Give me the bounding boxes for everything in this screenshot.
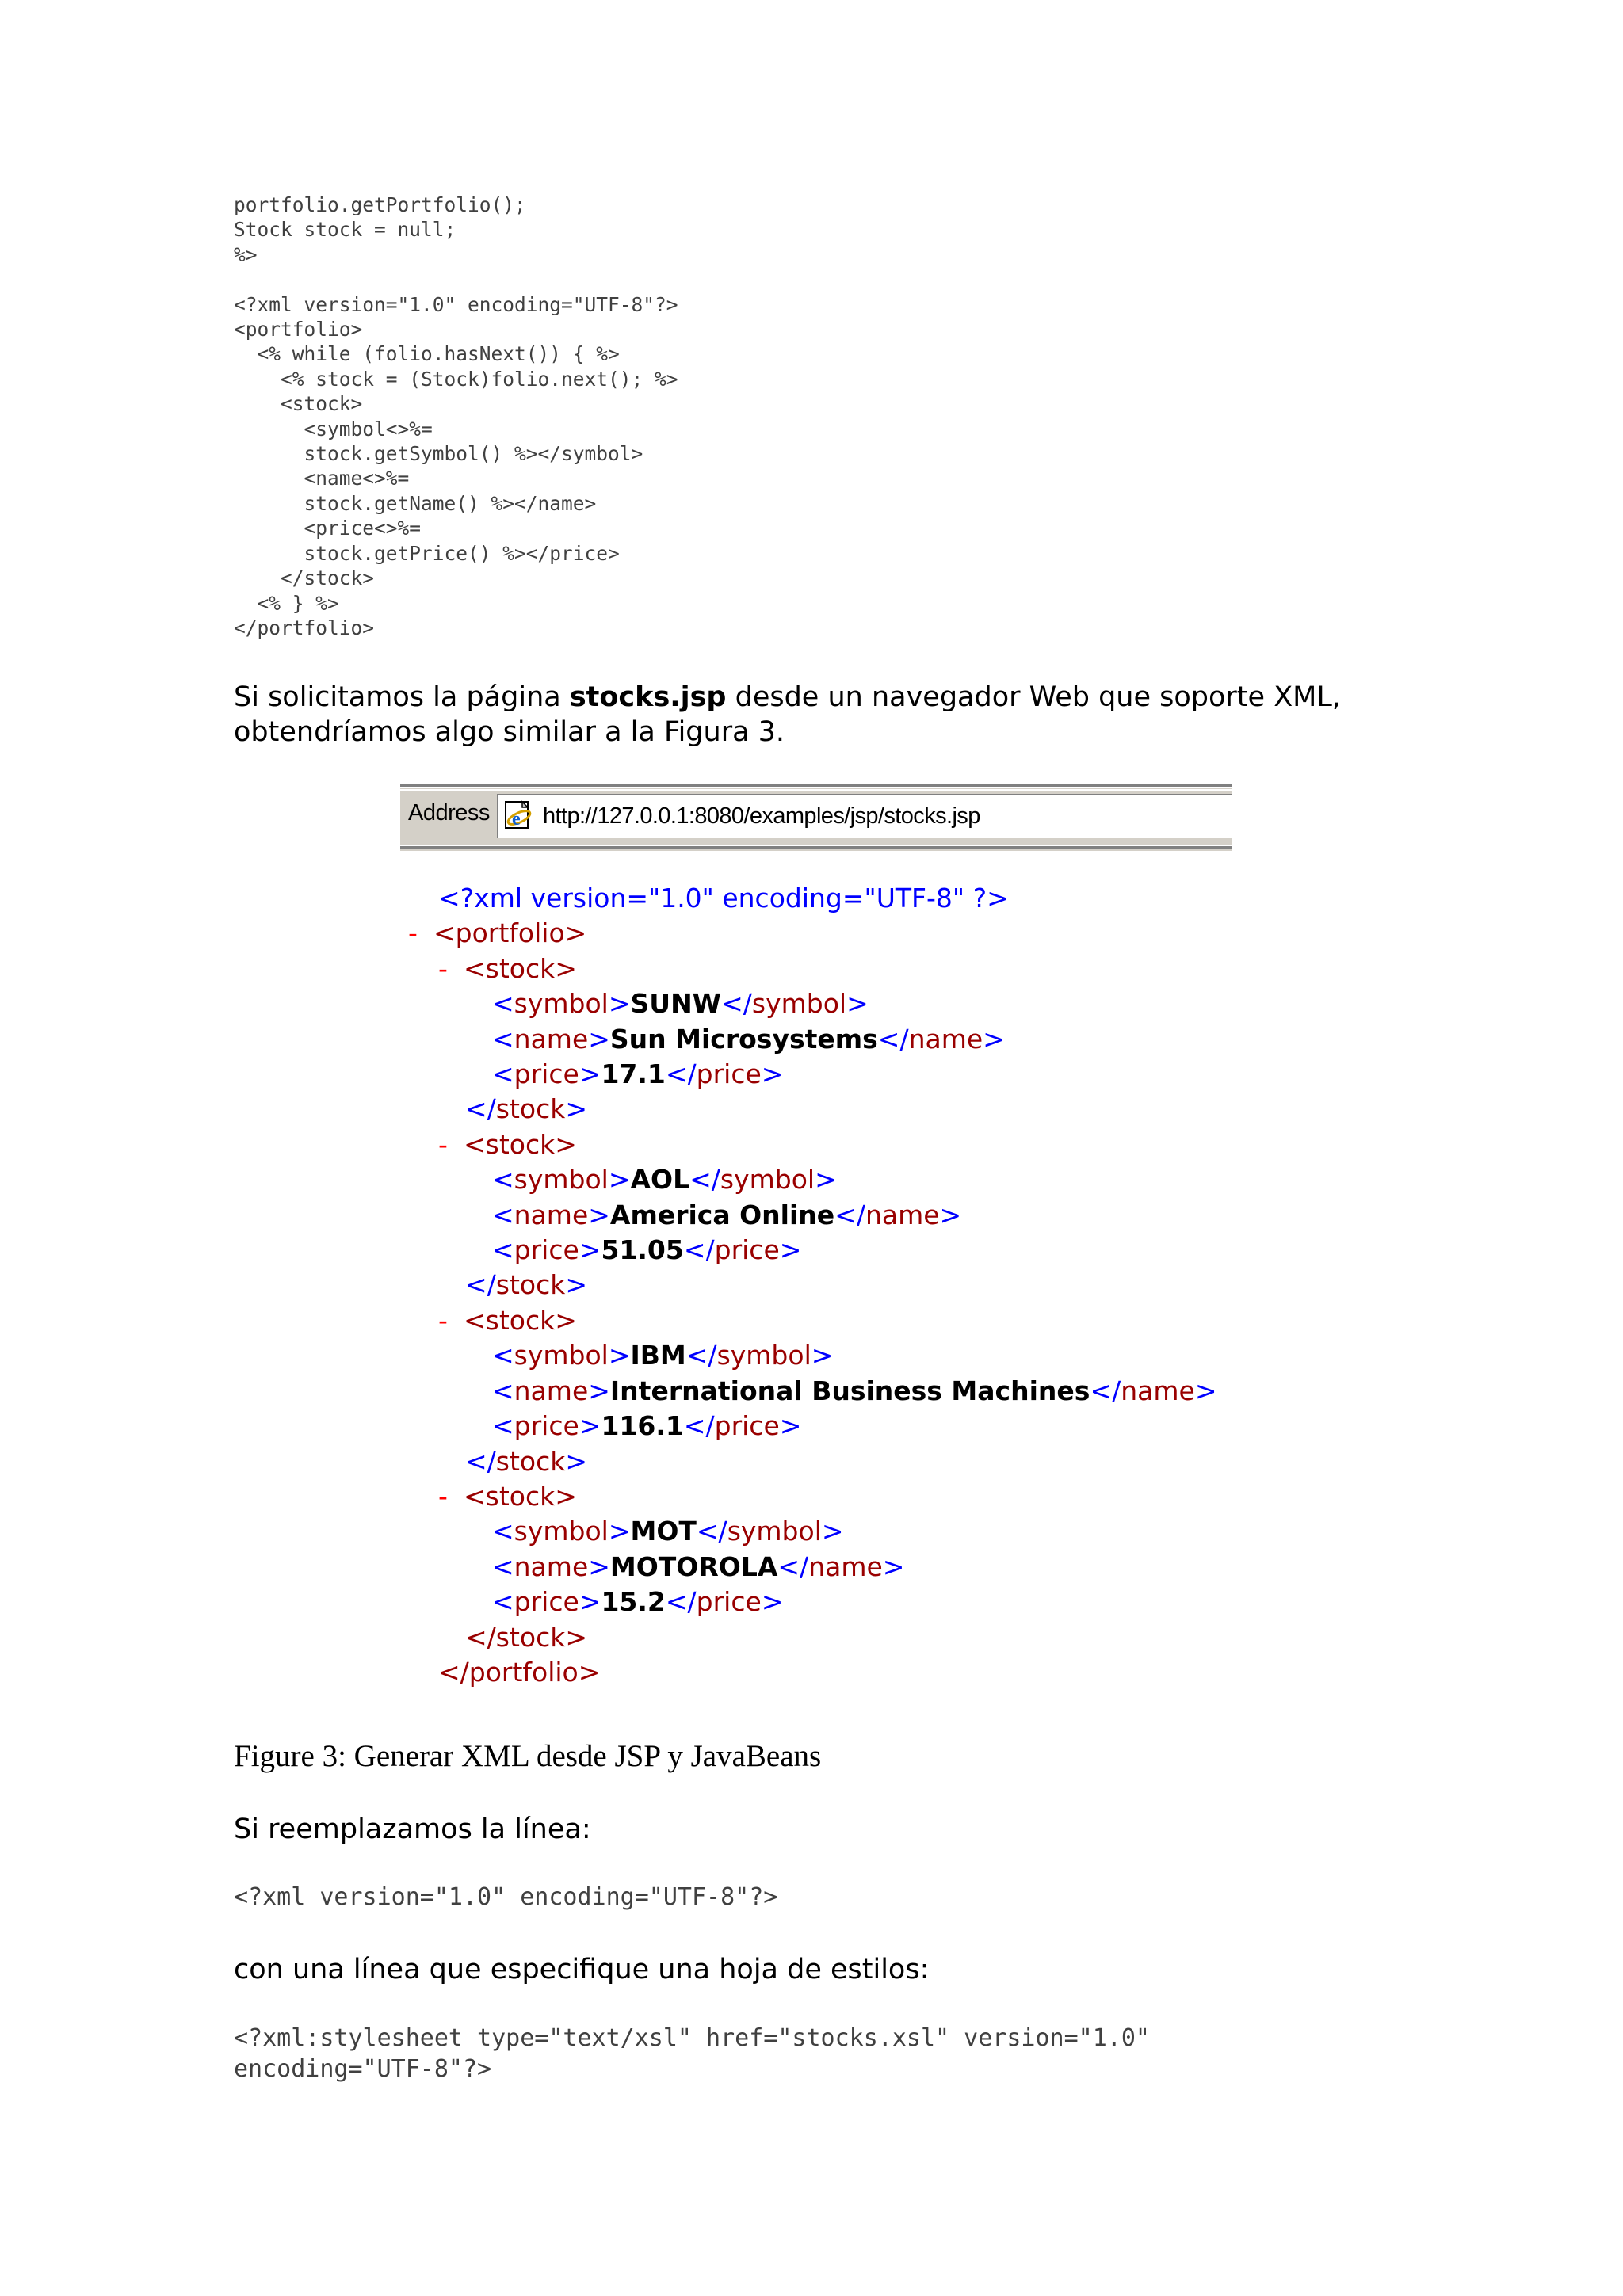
xml-element-price: <price>51.05</price> [492,1234,802,1266]
tag-name: name [514,1550,589,1582]
collapse-toggle[interactable]: - [438,1128,448,1160]
code-line: <?xml:stylesheet type="text/xsl" href="stocks.xsl" version="1.0" [234,2024,1150,2052]
code-line: stock.getPrice() %></price> [234,541,620,565]
browser-address-bar [400,784,1232,851]
xml-element-price: <price>17.1</price> [492,1058,784,1090]
tag-name: price [514,1586,579,1618]
intro-paragraph [234,680,1341,749]
code-line [234,267,678,292]
code-line: stock.getSymbol() %></symbol> [234,442,643,466]
tag-name: symbol [514,988,609,1020]
code-line: </portfolio> [234,616,375,639]
code-line: <?xml version="1.0" encoding="UTF-8"?> [234,1883,778,1911]
paragraph-stylesheet [234,1952,929,1987]
tag-open-stock: <stock> [464,952,577,984]
code-line: </stock> [234,566,375,590]
tag-name: symbol [514,1516,609,1547]
price-value: 51.05 [601,1234,684,1266]
symbol-value: MOT [630,1516,697,1547]
code-line: Stock stock = null; [234,218,456,242]
xml-node-stock [408,952,1216,986]
xml-element-name: <name>MOTOROLA</name> [492,1550,905,1582]
code-line: <portfolio> [234,318,363,341]
xml-element-symbol: <symbol>IBM</symbol> [492,1340,834,1371]
paragraph-text: desde un navegador Web que soporte XML, [726,681,1341,713]
paragraph-line: Si reemplazamos la línea: [234,1814,591,1845]
price-value: 116.1 [601,1410,684,1442]
xml-close-portfolio [408,1655,1216,1690]
toolbar-rule [400,788,1232,789]
svg-text:e: e [512,809,521,830]
name-value: MOTOROLA [609,1550,778,1582]
xml-close-stock: </stock> [465,1269,588,1301]
address-label: Address [408,800,490,826]
tag-name: price [514,1234,579,1266]
paragraph-text: Si solicitamos la página [234,681,570,713]
tag-close-portfolio: </portfolio> [438,1656,601,1688]
collapse-toggle[interactable]: - [408,917,418,949]
symbol-value: AOL [630,1164,690,1196]
tag-open-portfolio: <portfolio> [433,917,587,949]
tag-close-stock: </stock> [465,1621,587,1653]
address-input[interactable] [497,794,1232,838]
tag-name: name [514,1199,589,1230]
xml-declaration [408,881,1216,916]
xml-tree-view [408,881,1216,1690]
tag-name: name [808,1550,883,1582]
paragraph-line: con una línea que especifique una hoja de estilos: [234,1954,930,1985]
tag-name: name [1121,1375,1195,1406]
tag-name: name [908,1023,983,1055]
symbol-value: SUNW [630,988,722,1020]
xml-close-stock: </stock> [465,1093,588,1125]
code-line: <stock> [234,392,363,416]
tag-name: symbol [514,1164,609,1196]
toolbar-rule [400,849,1232,851]
paragraph-line: obtendríamos algo similar a la Figura 3. [234,716,785,748]
tag-name: symbol [720,1164,815,1196]
stylesheet-code [234,2023,1150,2084]
figure-caption: Figure 3: Generar XML desde JSP y JavaBeans [234,1739,822,1773]
xml-node-stock [408,1303,1216,1338]
code-line: %> [234,242,258,266]
tag-name: symbol [751,988,847,1020]
xml-element-name: <name>America Online</name> [492,1199,962,1230]
xml-element-price: <price>15.2</price> [492,1586,784,1618]
xml-element-symbol: <symbol>AOL</symbol> [492,1164,837,1196]
xml-node-stock [408,1127,1216,1162]
xml-element-symbol: <symbol>MOT</symbol> [492,1516,844,1547]
tag-name: name [514,1375,589,1406]
code-line: <% stock = (Stock)folio.next(); %> [234,367,678,391]
toolbar-rule [400,846,1232,849]
tag-open-stock: <stock> [464,1304,577,1336]
filename-bold: stocks.jsp [569,681,727,713]
ie-page-icon [503,800,535,830]
xml-declaration-text: <?xml version="1.0" encoding="UTF-8" ?> [438,883,1009,913]
code-line: encoding="UTF-8"?> [234,2055,492,2083]
paragraph-line [234,680,1341,715]
xml-close-stock: </stock> [465,1445,588,1477]
collapse-toggle[interactable]: - [438,1480,448,1512]
price-value: 15.2 [601,1586,666,1618]
tag-name: price [514,1410,579,1442]
price-value: 17.1 [601,1058,666,1090]
xml-element-name: <name>International Business Machines</name> [492,1375,1217,1406]
code-line: <price<>%= [234,517,422,540]
name-value: International Business Machines [609,1375,1090,1406]
xml-declaration-code [234,1882,777,1913]
tag-name: name [514,1023,589,1055]
jsp-code-block [234,193,678,640]
xml-element-symbol: <symbol>SUNW</symbol> [492,988,869,1020]
tag-name: symbol [716,1340,812,1371]
name-value: Sun Microsystems [609,1023,878,1055]
xml-element-name: <name>Sun Microsystems</name> [492,1023,1005,1055]
xml-node-stock [408,1479,1216,1514]
collapse-toggle[interactable]: - [438,952,448,984]
tag-name: price [514,1058,579,1090]
collapse-toggle[interactable]: - [438,1304,448,1336]
xml-close-stock [408,1620,1216,1655]
code-line: <name<>%= [234,467,410,490]
code-line: portfolio.getPortfolio(); [234,193,526,216]
symbol-value: IBM [630,1340,686,1371]
tag-name: symbol [514,1340,609,1371]
tag-name: name [865,1199,940,1230]
name-value: America Online [609,1199,835,1230]
tag-open-stock: <stock> [464,1480,577,1512]
toolbar-rule [400,784,1232,787]
paragraph-replace-line [234,1812,591,1847]
xml-element-price: <price>116.1</price> [492,1410,802,1442]
tag-name: price [714,1234,780,1266]
tag-name: price [714,1410,780,1442]
code-line: <% } %> [234,591,339,615]
code-line: <symbol<>%= [234,417,433,441]
code-line: <?xml version="1.0" encoding="UTF-8"?> [234,292,678,316]
tag-name: price [696,1586,762,1618]
address-url: http://127.0.0.1:8080/examples/jsp/stocks.jsp [543,803,980,829]
tag-name: price [696,1058,762,1090]
code-line: stock.getName() %></name> [234,491,597,515]
xml-node-portfolio [408,916,1216,951]
code-line: <% while (folio.hasNext()) { %> [234,342,620,366]
tag-open-stock: <stock> [464,1128,577,1160]
tag-name: symbol [727,1516,822,1547]
